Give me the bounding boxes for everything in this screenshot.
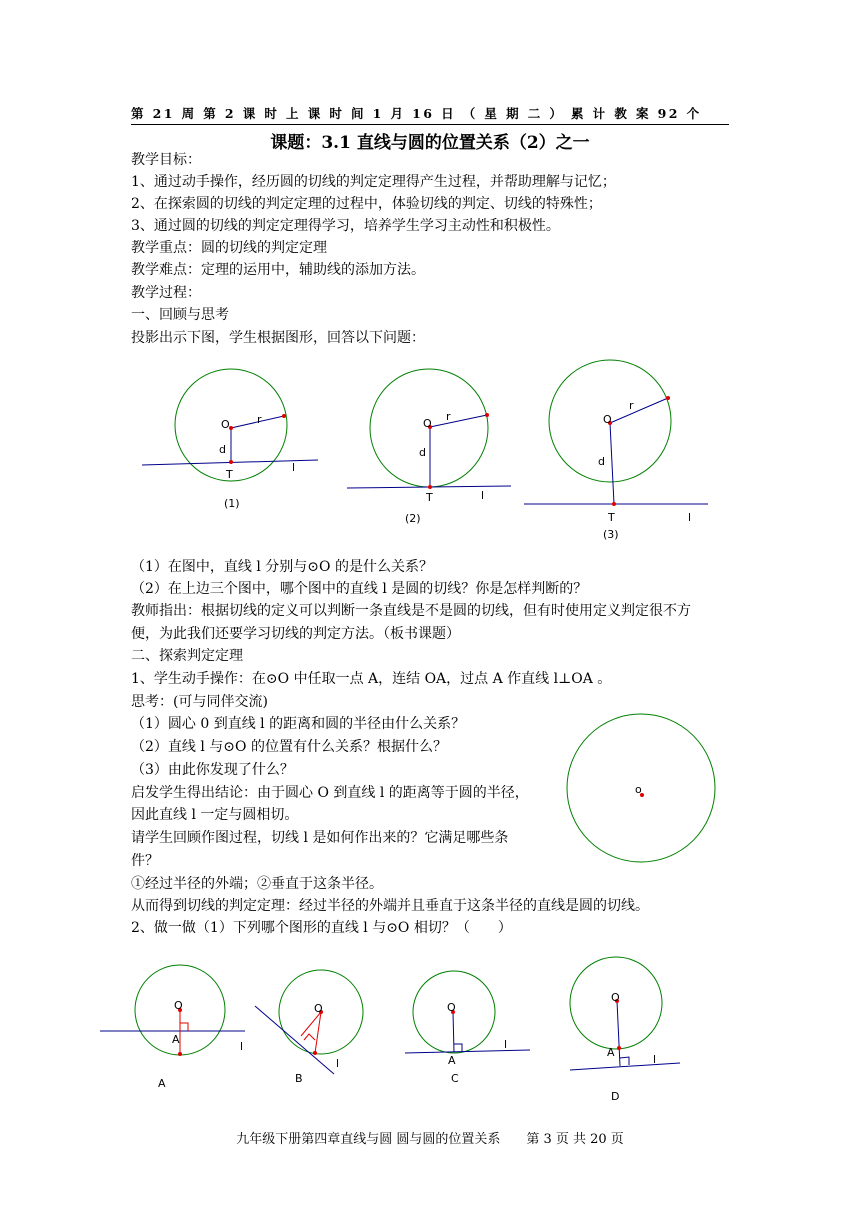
label-l: l bbox=[336, 1057, 340, 1070]
right-angle-mark bbox=[180, 1023, 188, 1031]
text-line: 1、通过动手操作，经历圆的切线的判定定理得产生过程，并帮助理解与记忆； bbox=[131, 174, 616, 190]
label-l: l bbox=[481, 489, 485, 502]
text-line: （3）由此你发现了什么？ bbox=[131, 762, 294, 778]
text-line: 从而得到切线的判定定理：经过半径的外端并且垂直于这条半径的直线是圆的切线。 bbox=[131, 898, 649, 914]
radius-end-point bbox=[282, 414, 286, 418]
figure-1 bbox=[142, 369, 318, 510]
label-t: T bbox=[426, 491, 433, 504]
text-line: 教师指出：根据切线的定义可以判断一条直线是不是圆的切线，但有时使用定义判定很不方 bbox=[131, 603, 691, 619]
caption-c: C bbox=[451, 1072, 459, 1085]
label-o: O bbox=[174, 999, 183, 1012]
label-a: A bbox=[448, 1054, 456, 1067]
text-line: 教学过程： bbox=[131, 285, 201, 301]
caption-1: (1) bbox=[224, 497, 240, 510]
text-line: 二、探索判定定理 bbox=[131, 648, 243, 664]
caption-a: A bbox=[158, 1077, 166, 1090]
text-line: 教学目标： bbox=[131, 152, 201, 168]
radius bbox=[453, 1012, 454, 1052]
figure-option-b bbox=[255, 970, 363, 1085]
label-r: r bbox=[629, 399, 634, 412]
radius-r bbox=[610, 398, 668, 423]
text-line: 启发学生得出结论：由于圆心 O 到直线 l 的距离等于圆的半径， bbox=[131, 785, 529, 801]
text-line: 思考：(可与同伴交流) bbox=[131, 694, 268, 710]
radius-end-point bbox=[666, 396, 670, 400]
label-l: l bbox=[653, 1053, 657, 1066]
label-o: O bbox=[611, 991, 620, 1004]
radius-r bbox=[430, 415, 487, 427]
text-line: 教学难点：定理的运用中，辅助线的添加方法。 bbox=[131, 262, 425, 278]
distance-d bbox=[610, 423, 614, 504]
figure-2 bbox=[347, 369, 511, 525]
text-line: （2）在上边三个图中，哪个图中的直线 l 是圆的切线？你是怎样判断的？ bbox=[131, 581, 588, 597]
text-line: （1）在图中，直线 l 分别与⊙O 的是什么关系？ bbox=[131, 559, 433, 575]
figure-option-c bbox=[405, 971, 530, 1085]
text-line: 2、做一做（1）下列哪个图形的直线 l 与⊙O 相切？（ ） bbox=[131, 920, 512, 936]
radius-end-point bbox=[485, 413, 489, 417]
text-line: （2）直线 l 与⊙O 的位置有什么关系？根据什么？ bbox=[131, 739, 447, 755]
label-r: r bbox=[257, 413, 262, 426]
lesson-header: 第 21 周 第 2 课 时 上 课 时 间 1 月 16 日 （ 星 期 二 ） 累 计 教 案 92 个 bbox=[131, 104, 729, 125]
label-d: d bbox=[419, 446, 426, 459]
text-line: 投影出示下图，学生根据图形，回答以下问题： bbox=[131, 330, 425, 346]
label-d: d bbox=[598, 455, 605, 468]
text-line: 因此直线 l 一定与圆相切。 bbox=[131, 807, 299, 823]
figure-option-d bbox=[570, 957, 680, 1103]
point-a bbox=[313, 1051, 317, 1055]
text-line: 3、通过圆的切线的判定定理得学习，培养学生学习主动性和积极性。 bbox=[131, 218, 560, 234]
page-footer: 九年级下册第四章直线与圆 圆与圆的位置关系 第 3 页 共 20 页 bbox=[236, 1132, 624, 1147]
right-angle-mark bbox=[304, 1034, 315, 1040]
label-o: O bbox=[423, 417, 432, 430]
label-l: l bbox=[504, 1038, 508, 1051]
label-t: T bbox=[226, 468, 233, 481]
label-a: A bbox=[607, 1046, 615, 1059]
text-line: 请学生回顾作图过程，切线 l 是如何作出来的？它满足哪些条 bbox=[131, 830, 509, 846]
text-line: 便，为此我们还要学习切线的判定方法。（板书课题） bbox=[131, 626, 460, 642]
text-line: 2、在探索圆的切线的判定定理的过程中，体验切线的判定、切线的特殊性； bbox=[131, 196, 602, 212]
text-line: ①经过半径的外端；②垂直于这条半径。 bbox=[131, 876, 383, 892]
figure-3 bbox=[524, 360, 708, 541]
figure-option-a bbox=[100, 965, 245, 1090]
right-angle-mark bbox=[454, 1044, 462, 1052]
line-l bbox=[255, 1006, 334, 1074]
radius bbox=[617, 1001, 620, 1066]
text-line: 1、学生动手操作：在⊙O 中任取一点 A，连结 OA，过点 A 作直线 l⊥OA 。 bbox=[131, 671, 612, 687]
page-title: 课题：3.1 直线与圆的位置关系（2）之一 bbox=[270, 133, 590, 153]
foot-point bbox=[612, 502, 616, 506]
text-line: 件？ bbox=[131, 853, 159, 869]
label-o-small: o bbox=[635, 783, 642, 796]
circle bbox=[175, 369, 287, 481]
line-l bbox=[570, 1063, 680, 1070]
label-a: A bbox=[172, 1033, 180, 1046]
figure-circle-o bbox=[567, 714, 715, 862]
text-line: 一、回顾与思考 bbox=[131, 307, 229, 323]
text-line: 教学重点：圆的切线的判定定理 bbox=[131, 240, 327, 256]
label-o: O bbox=[314, 1002, 323, 1015]
label-l: l bbox=[688, 511, 692, 524]
right-angle-mark bbox=[620, 1057, 629, 1065]
label-d: d bbox=[219, 443, 226, 456]
tangent-point bbox=[428, 485, 432, 489]
label-t: T bbox=[608, 511, 615, 524]
label-o: O bbox=[603, 413, 612, 426]
text-line: （1）圆心 0 到直线 l 的距离和圆的半径由什么关系？ bbox=[131, 716, 466, 732]
label-r: r bbox=[446, 410, 451, 423]
point-a bbox=[178, 1052, 182, 1056]
caption-b: B bbox=[295, 1072, 303, 1085]
label-o: O bbox=[447, 1001, 456, 1014]
point-a bbox=[617, 1046, 621, 1050]
label-o: O bbox=[221, 418, 230, 431]
caption-3: (3) bbox=[603, 528, 619, 541]
label-l: l bbox=[240, 1040, 244, 1053]
caption-2: (2) bbox=[405, 512, 421, 525]
caption-d: D bbox=[611, 1090, 620, 1103]
foot-point bbox=[229, 460, 233, 464]
label-l: l bbox=[292, 461, 296, 474]
